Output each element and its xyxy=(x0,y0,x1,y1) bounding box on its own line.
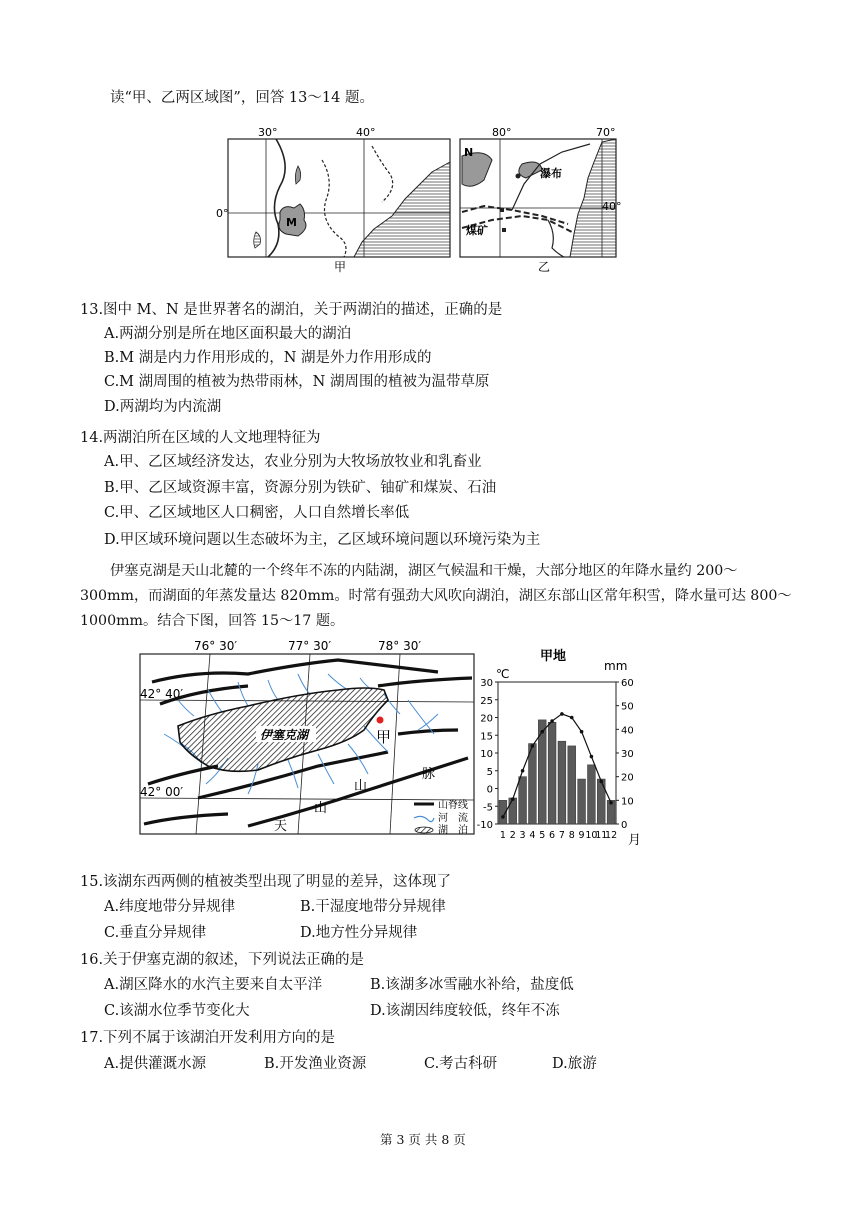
q14-option-b: B.甲、乙区域资源丰富，资源分别为铁矿、铀矿和煤炭、石油 xyxy=(104,480,497,496)
passage-intro-2-line1: 伊塞克湖是天山北麓的一个终年不冻的内陆湖，湖区气候温和干燥，大部分地区的年降水量约 200～ xyxy=(110,563,738,579)
lake-n-label: N xyxy=(464,146,474,159)
right-tick-label: 40 xyxy=(621,725,634,737)
point-jia-label: 甲 xyxy=(376,728,392,746)
mountain-label: 天 xyxy=(274,819,288,834)
temperature-point xyxy=(599,780,603,784)
x-axis-unit: 月 xyxy=(628,833,642,848)
yi-lon-label: 70° xyxy=(596,126,616,139)
left-tick-label: 25 xyxy=(480,695,493,707)
q15-option-b: B.干湿度地带分异规律 xyxy=(300,899,446,915)
precip-bar xyxy=(568,746,576,824)
left-tick-label: -5 xyxy=(483,802,493,814)
map2-lon-label: 76° 30′ xyxy=(194,639,238,653)
map2-legend xyxy=(414,798,468,836)
left-tick-label: 5 xyxy=(486,766,493,778)
left-axis-unit: ℃ xyxy=(496,667,510,681)
map-yi xyxy=(460,126,622,274)
mountain-label: 山 xyxy=(354,779,368,794)
map2-lon-label: 77° 30′ xyxy=(288,639,332,653)
page-footer: 第 3 页 共 8 页 xyxy=(380,1132,466,1147)
precip-bar xyxy=(529,744,537,824)
q16-option-c: C.该湖水位季节变化大 xyxy=(104,1003,250,1019)
temperature-point xyxy=(570,716,574,720)
legend-ridge: 山脊线 xyxy=(438,800,468,811)
temperature-point xyxy=(501,815,505,819)
jia-lon-label: 30° xyxy=(258,126,278,139)
month-label: 2 xyxy=(509,830,516,841)
q17-stem: 17.下列不属于该湖泊开发利用方向的是 xyxy=(80,1030,336,1046)
month-label: 5 xyxy=(539,830,546,841)
legend-river: 河 流 xyxy=(438,813,468,824)
left-tick-label: 15 xyxy=(480,731,493,743)
yi-lat-label: 40° xyxy=(602,200,622,213)
legend-lake: 湖 泊 xyxy=(438,825,468,836)
issyk-kul-map xyxy=(138,634,478,838)
precip-bar xyxy=(509,798,517,824)
month-label: 7 xyxy=(558,830,565,841)
month-label: 1 xyxy=(499,830,506,841)
right-tick-label: 30 xyxy=(621,749,634,760)
q14-option-c: C.甲、乙区域地区人口稠密，人口自然增长率低 xyxy=(104,505,410,521)
precip-bar xyxy=(578,779,586,824)
precip-bar xyxy=(548,722,556,824)
precip-bar xyxy=(558,741,566,824)
q13-option-c: C.M 湖周围的植被为热带雨林，N 湖周围的植被为温带草原 xyxy=(104,374,490,390)
right-tick-label: 60 xyxy=(621,678,634,689)
right-tick-label: 20 xyxy=(621,772,634,784)
q16-stem: 16.关于伊塞克湖的叙述，下列说法正确的是 xyxy=(80,952,365,968)
month-label: 4 xyxy=(529,830,536,841)
jia-caption: 甲 xyxy=(334,260,347,274)
temperature-point xyxy=(560,712,564,716)
q16-option-a: A.湖区降水的水汽主要来自太平洋 xyxy=(104,977,323,993)
month-label: 6 xyxy=(549,830,556,841)
left-tick-label: 10 xyxy=(480,749,493,760)
chart-title: 甲地 xyxy=(540,649,567,664)
month-label: 10 xyxy=(585,830,598,841)
q14-stem: 14.两湖泊所在区域的人文地理特征为 xyxy=(80,430,321,446)
month-label: 12 xyxy=(605,830,618,841)
q14-option-d: D.甲区域环境问题以生态破坏为主，乙区域环境问题以环境污染为主 xyxy=(104,532,541,548)
precip-bar xyxy=(588,765,596,824)
left-tick-label: 20 xyxy=(480,713,493,725)
map-jia xyxy=(216,126,450,274)
precip-bar xyxy=(597,779,605,824)
right-tick-label: 0 xyxy=(621,820,628,831)
passage-intro-2-line2: 300mm，而湖面的年蒸发量达 820mm。时常有强劲大风吹向湖泊，湖区东部山区常年积雪，降水量可达 800～ xyxy=(80,588,792,604)
q16-option-b: B.该湖多冰雪融水补给，盐度低 xyxy=(370,977,574,993)
q13-option-a: A.两湖分别是所在地区面积最大的湖泊 xyxy=(104,326,352,342)
temperature-point xyxy=(511,797,515,801)
mountain-label: 脉 xyxy=(422,767,436,782)
month-label: 3 xyxy=(519,830,526,841)
q17-option-b: B.开发渔业资源 xyxy=(264,1056,367,1072)
q15-stem: 15.该湖东西两侧的植被类型出现了明显的差异，这体现了 xyxy=(80,874,452,890)
climate-chart xyxy=(470,642,652,848)
mountain-label: 山 xyxy=(314,801,328,816)
q15-option-c: C.垂直分异规律 xyxy=(104,925,207,941)
q17-option-a: A.提供灌溉水源 xyxy=(104,1056,207,1072)
temperature-point xyxy=(590,755,594,759)
temperature-point xyxy=(580,730,584,734)
q13-option-b: B.M 湖是内力作用形成的，N 湖是外力作用形成的 xyxy=(104,350,432,366)
temperature-point xyxy=(550,719,554,723)
left-tick-label: 30 xyxy=(480,678,493,689)
q13-stem: 13.图中 M、N 是世界著名的湖泊，关于两湖泊的描述，正确的是 xyxy=(80,302,503,318)
issyk-kul-label: 伊塞克湖 xyxy=(260,728,309,742)
right-tick-label: 10 xyxy=(621,796,634,808)
map2-lon-label: 78° 30′ xyxy=(378,639,422,653)
month-label: 11 xyxy=(595,830,608,841)
waterfall-label: 瀑布 xyxy=(540,167,562,180)
yi-lon-label: 80° xyxy=(492,126,512,139)
coal-mine-label: 煤矿 xyxy=(466,224,488,237)
q15-option-d: D.地方性分异规律 xyxy=(300,925,418,941)
passage-intro-1: 读“甲、乙两区域图”，回答 13～14 题。 xyxy=(110,90,374,106)
map2-lat-label: 42° 00′ xyxy=(140,785,184,799)
q17-option-c: C.考古科研 xyxy=(424,1056,498,1072)
jia-lat-label: 0° xyxy=(216,207,229,220)
temperature-point xyxy=(521,769,525,773)
temperature-point xyxy=(609,801,613,805)
passage-intro-2-line3: 1000mm。结合下图，回答 15～17 题。 xyxy=(80,613,345,629)
month-label: 9 xyxy=(578,830,585,841)
q17-option-d: D.旅游 xyxy=(552,1056,597,1072)
lake-m-label: M xyxy=(286,216,297,229)
left-tick-label: -10 xyxy=(476,820,493,831)
right-tick-label: 50 xyxy=(621,701,634,713)
q13-option-d: D.两湖均为内流湖 xyxy=(104,399,222,415)
left-tick-label: 0 xyxy=(486,784,493,796)
q15-option-a: A.纬度地带分异规律 xyxy=(104,899,236,915)
map2-lat-label: 42° 40′ xyxy=(140,687,184,701)
yi-caption: 乙 xyxy=(538,260,551,274)
temperature-point xyxy=(531,744,535,748)
precip-bar xyxy=(519,777,527,824)
region-maps-figure xyxy=(216,124,622,274)
right-axis-unit: mm xyxy=(604,659,628,673)
q14-option-a: A.甲、乙区域经济发达，农业分别为大牧场放牧业和乳畜业 xyxy=(104,454,482,470)
jia-lon-label: 40° xyxy=(356,126,376,139)
q16-option-d: D.该湖因纬度较低，终年不冻 xyxy=(370,1003,560,1019)
month-label: 8 xyxy=(568,830,575,841)
temperature-point xyxy=(540,730,544,734)
